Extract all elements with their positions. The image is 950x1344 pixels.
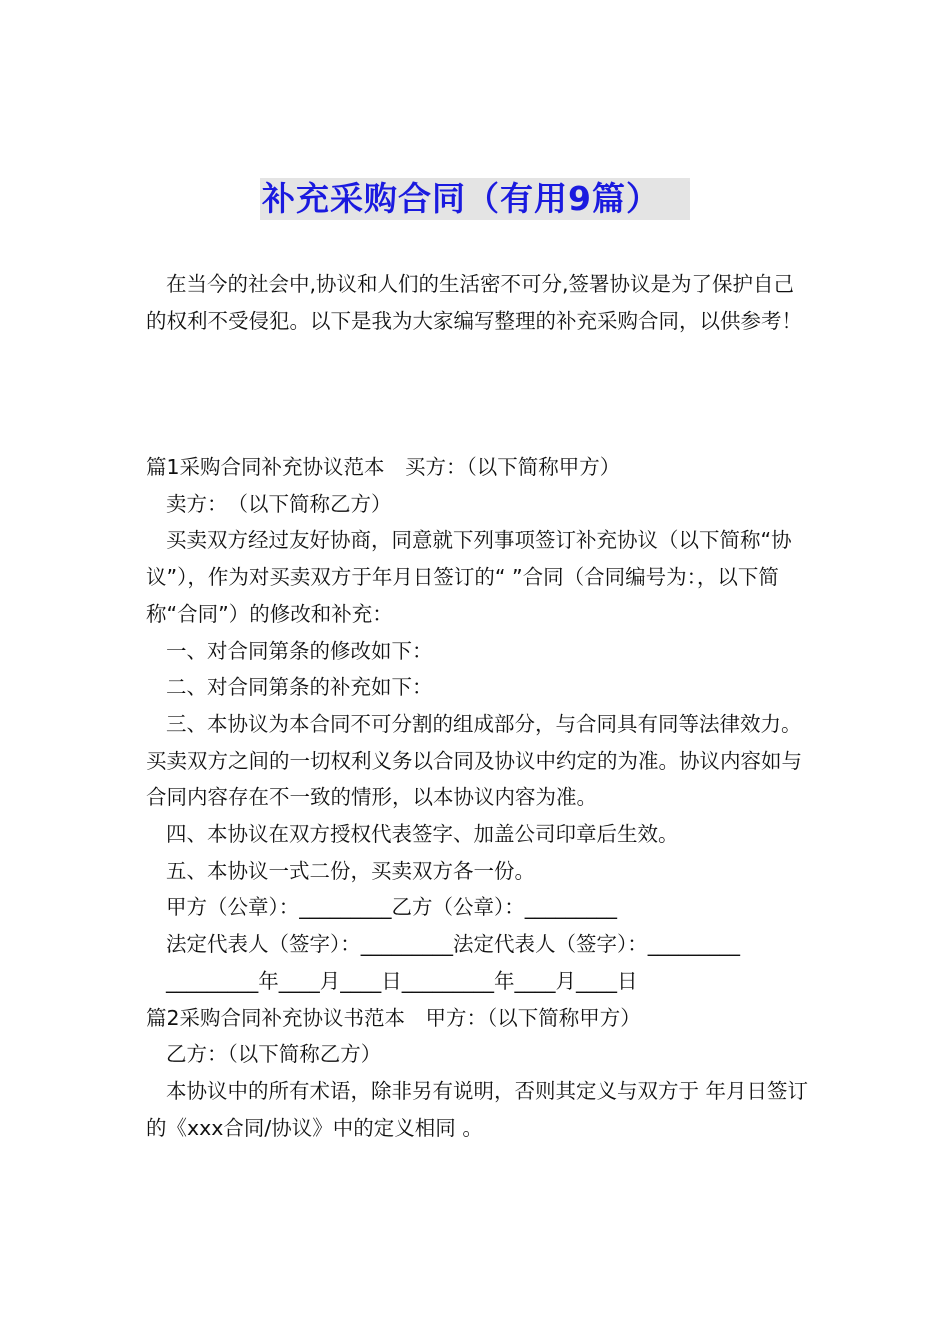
seller-line: 卖方： （以下简称乙方） <box>166 491 392 516</box>
clause-4: 四、本协议在双方授权代表签字、加盖公司印章后生效。 <box>166 822 679 847</box>
intro-section <box>146 266 810 339</box>
agreement-preamble: 买卖双方经过友好协商，同意就下列事项签订补充协议（以下简称“协议”），作为对买卖双方于年月日签订的“ ”合同（合同编号为：，以下简称“合同”）的修改和补充： <box>146 528 792 626</box>
intro-paragraph: 在当今的社会中,协议和人们的生活密不可分,签署协议是为了保护自己的权利不受侵犯。以下是我为大家编写整理的补充采购合同，以供参考！ <box>146 272 802 333</box>
clause-5: 五、本协议一式二份，买卖双方各一份。 <box>166 858 535 883</box>
section-1-heading: 篇1采购合同补充协议范本 买方：（以下简称甲方） <box>146 455 621 479</box>
seal-line: 甲方（公章）：_________乙方（公章）：_________ <box>166 895 617 920</box>
clause-2: 二、对合同第条的补充如下： <box>166 675 433 700</box>
contract-body <box>146 449 810 1146</box>
date-line: _________年____月____日_________年____月____日 <box>166 968 638 993</box>
signature-line: 法定代表人（签字）：_________法定代表人（签字）：_________ <box>166 932 740 957</box>
terms-definition: 本协议中的所有术语，除非另有说明，否则其定义与双方于 年月日签订的《xxx合同/协议》中的定义相同 。 <box>146 1078 809 1140</box>
clause-3: 三、本协议为本合同不可分割的组成部分，与合同具有同等法律效力。买卖双方之间的一切权利义务以合同及协议中约定的为准。协议内容如与合同内容存在不一致的情形，以本协议内容为准。 <box>146 711 802 810</box>
document-title: 补充采购合同（有用9篇） <box>260 178 690 220</box>
party-b-line: 乙方：（以下简称乙方） <box>166 1042 382 1067</box>
clause-1: 一、对合同第条的修改如下： <box>166 638 433 663</box>
section-2-heading: 篇2采购合同补充协议书范本 甲方：（以下简称甲方） <box>146 1005 641 1030</box>
title-container <box>0 178 950 220</box>
